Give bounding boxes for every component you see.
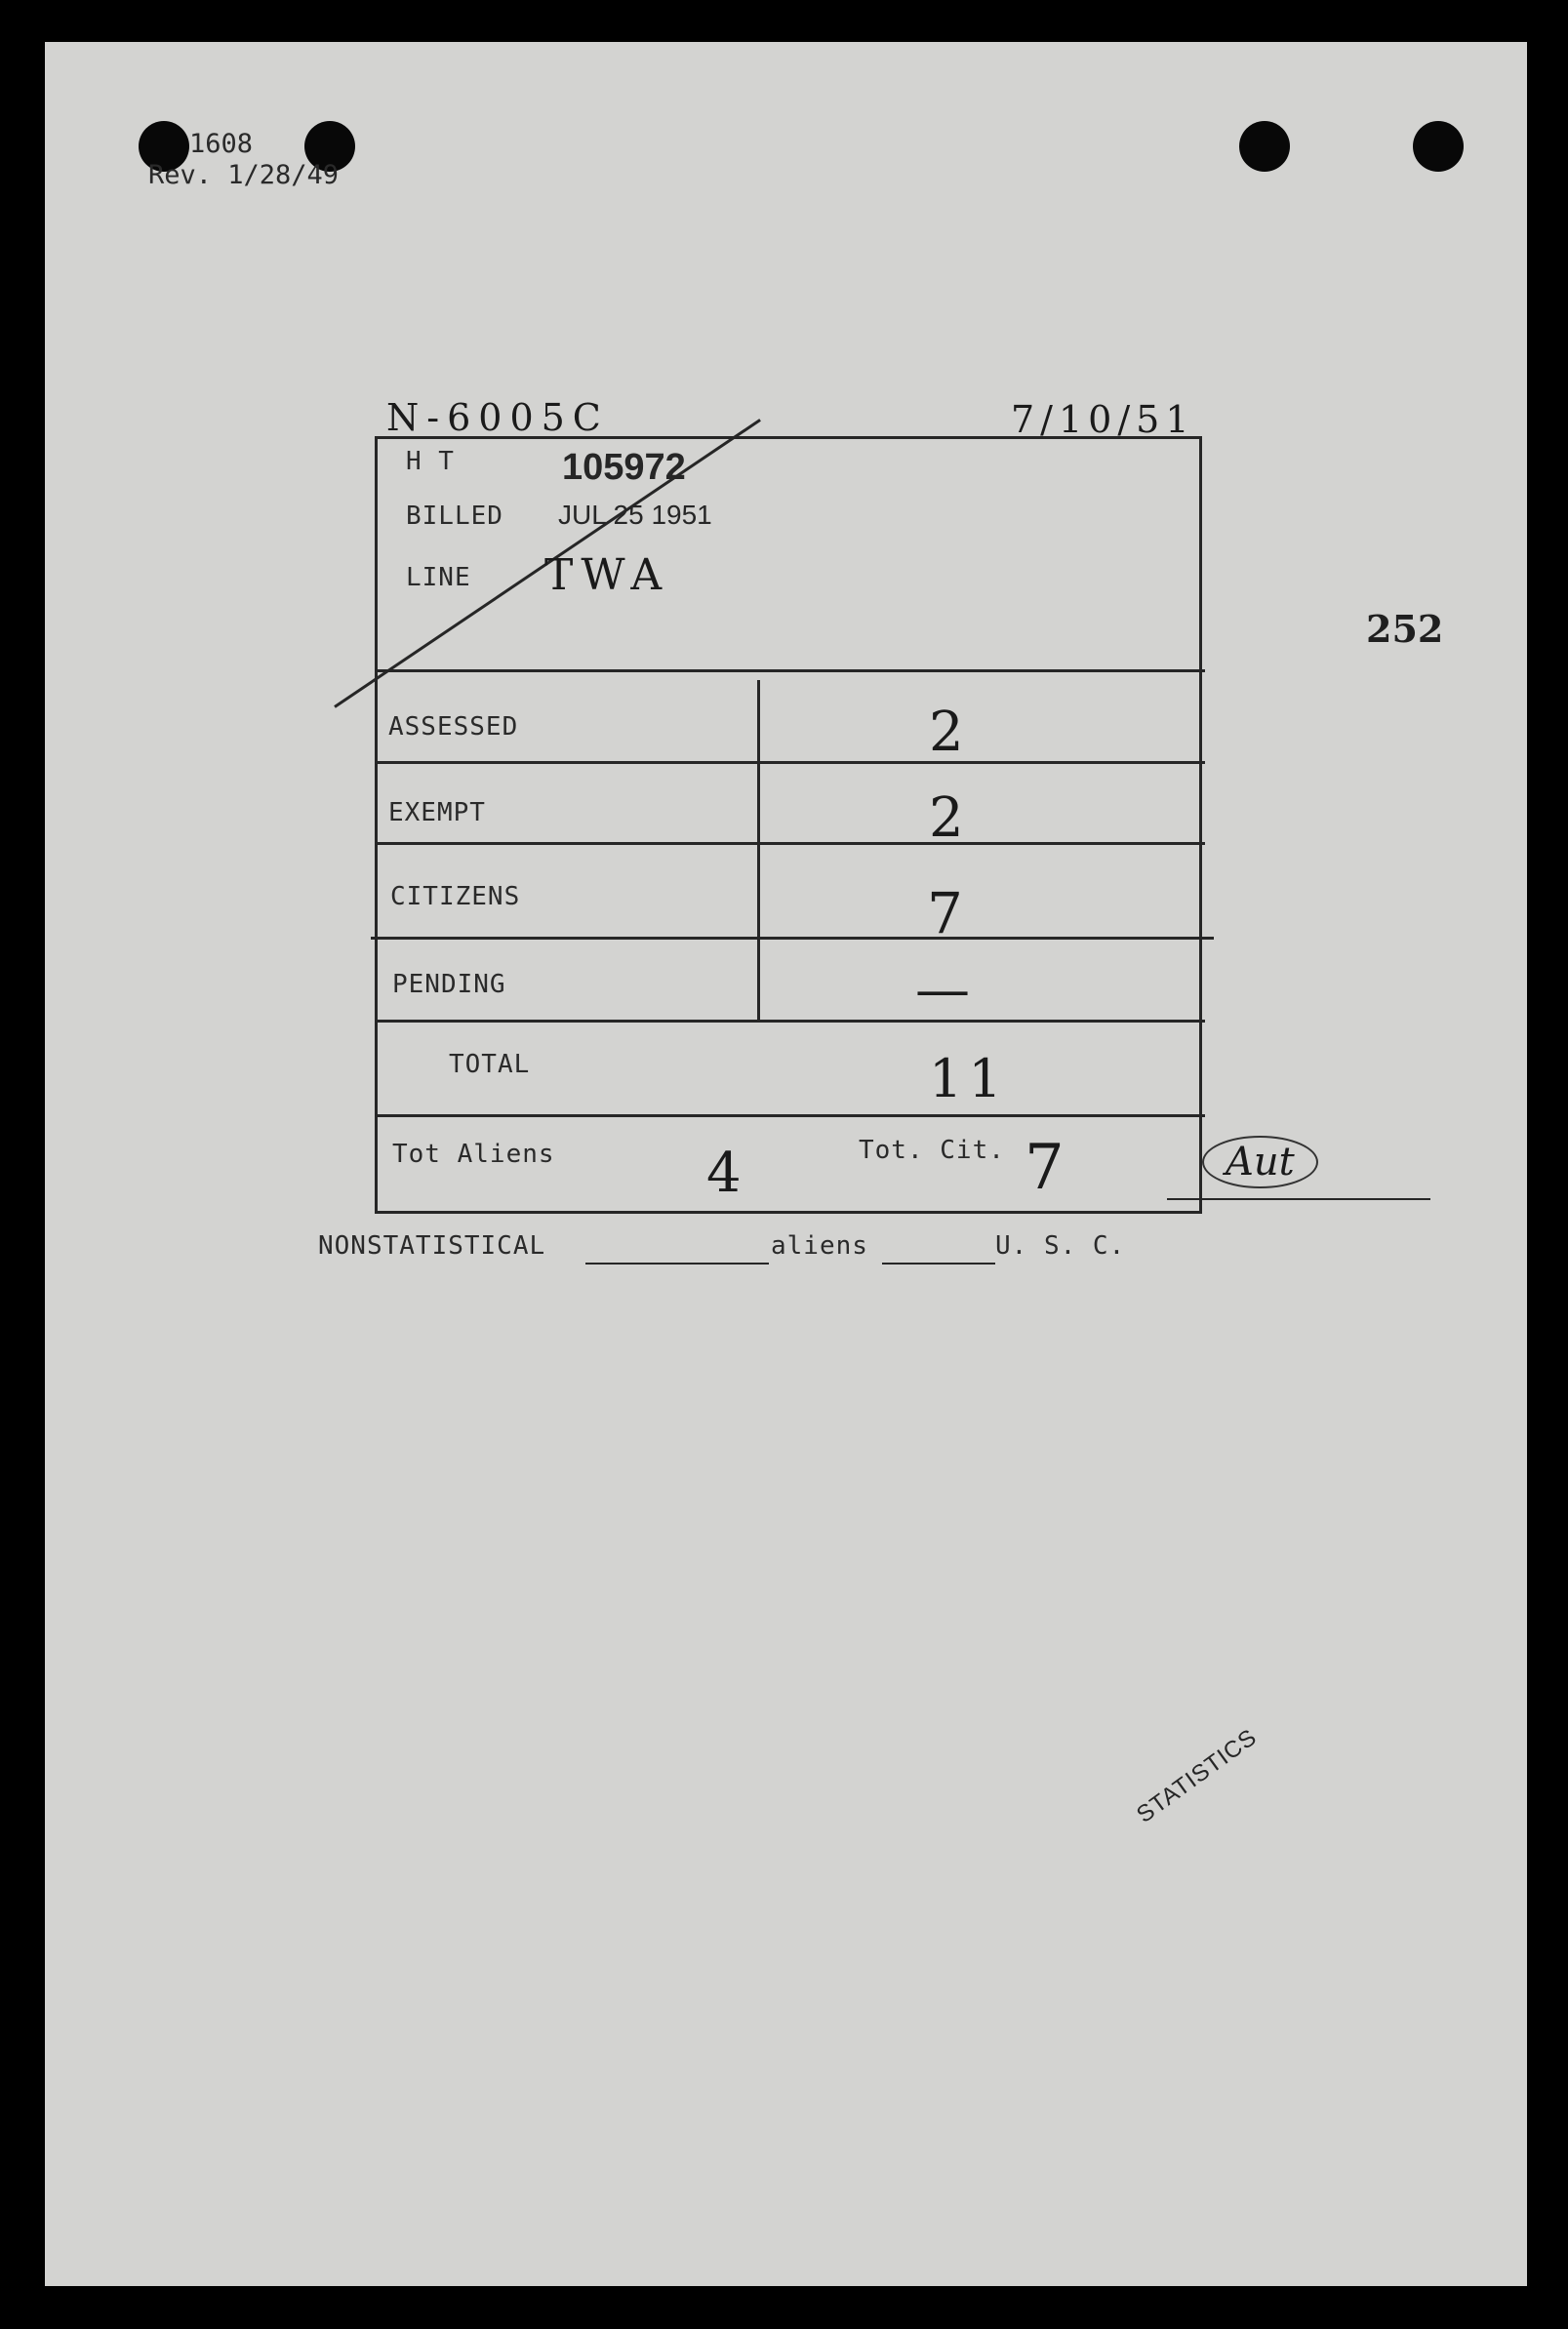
- row-label-assessed: ASSESSED: [388, 712, 519, 742]
- billed-label: BILLED: [406, 502, 503, 531]
- punch-hole: [1413, 121, 1464, 172]
- citizens-value: 7: [927, 880, 963, 946]
- form-box: [375, 436, 1202, 1214]
- aliens-blank: [882, 1263, 995, 1265]
- row-divider: [375, 1020, 1205, 1023]
- initials-signature: Aut: [1202, 1136, 1318, 1188]
- row-label-citizens: CITIZENS: [390, 882, 521, 911]
- exempt-value: 2: [929, 786, 964, 850]
- nonstatistical-blank: [585, 1263, 769, 1265]
- tot-aliens-value: 4: [706, 1142, 742, 1205]
- row-label-exempt: EXEMPT: [388, 798, 486, 827]
- form-revision: Rev. 1/28/49: [148, 160, 340, 190]
- column-divider: [757, 680, 760, 1020]
- form-number: 1608: [189, 129, 254, 159]
- nonstatistical-label: NONSTATISTICAL: [318, 1231, 546, 1261]
- tot-aliens-label: Tot Aliens: [392, 1140, 555, 1169]
- signature-underline: [1167, 1198, 1430, 1200]
- row-divider: [375, 1114, 1205, 1117]
- assessed-value: 2: [929, 701, 964, 764]
- total-value: 11: [929, 1048, 1008, 1109]
- line-value: TWA: [544, 550, 670, 600]
- page-number: 252: [1366, 607, 1444, 651]
- aliens-label: aliens: [771, 1231, 868, 1261]
- billed-date-stamp: JUL 25 1951: [558, 500, 712, 530]
- date: 7/10/51: [1011, 398, 1195, 441]
- row-label-pending: PENDING: [392, 970, 506, 999]
- ht-label: H T: [406, 447, 455, 476]
- row-divider: [371, 937, 1214, 940]
- tot-cit-label: Tot. Cit.: [859, 1136, 1005, 1165]
- usc-label: U. S. C.: [995, 1231, 1126, 1261]
- statistics-stamp: STATISTICS: [1132, 1723, 1263, 1828]
- line-label: LINE: [406, 563, 471, 592]
- pending-value: —: [915, 958, 970, 1022]
- tot-cit-value: 7: [1025, 1132, 1065, 1204]
- punch-hole: [1239, 121, 1290, 172]
- row-divider: [375, 669, 1205, 672]
- row-divider: [375, 842, 1205, 845]
- serial-number-stamp: 105972: [562, 447, 686, 488]
- flight-number: N-6005C: [386, 396, 609, 439]
- row-label-total: TOTAL: [449, 1050, 531, 1079]
- row-divider: [375, 761, 1205, 764]
